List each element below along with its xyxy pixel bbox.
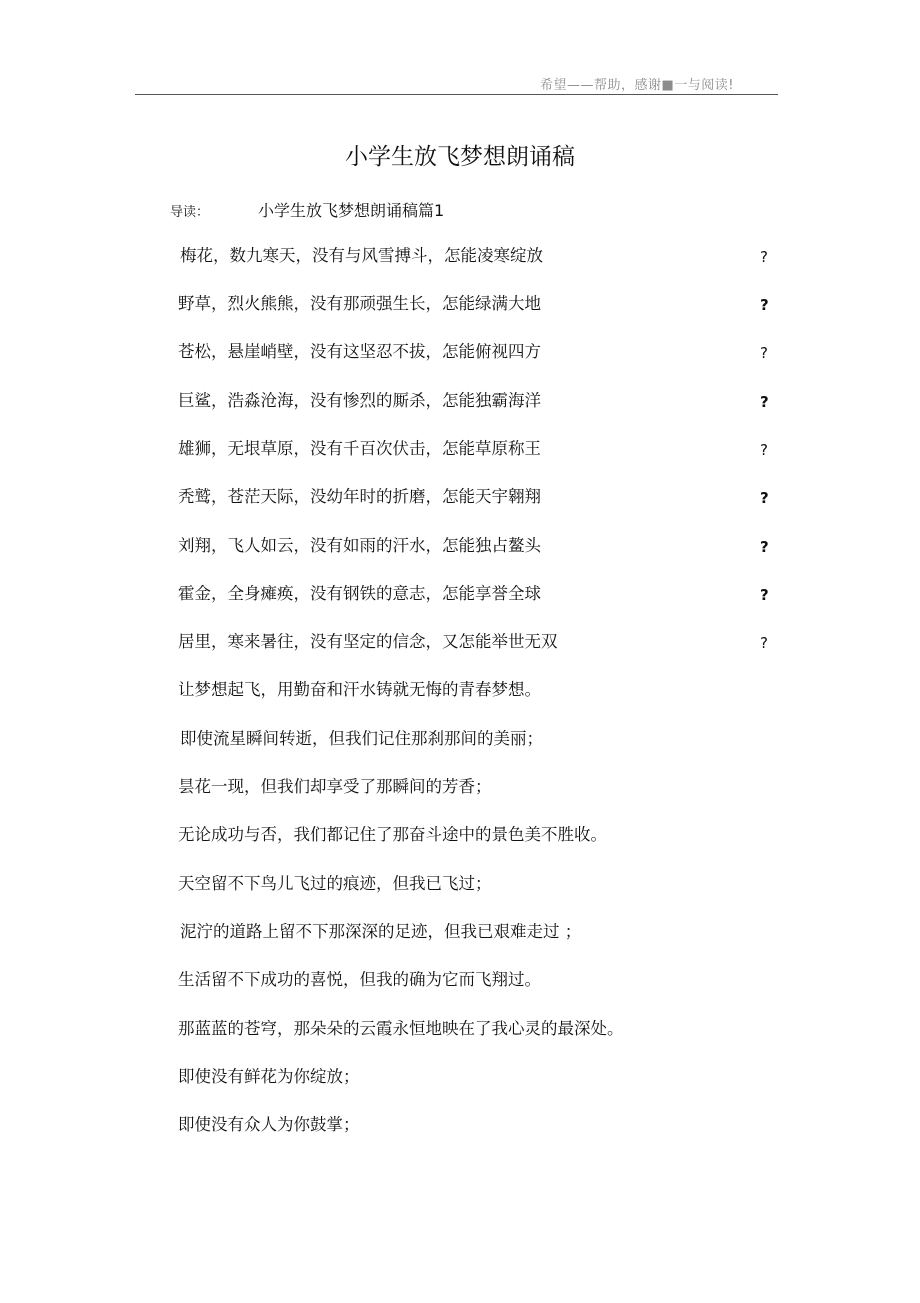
verse-question-mark: ?: [760, 634, 768, 652]
verse-line: 刘翔，飞人如云，没有如雨的汗水，怎能独占鳌头: [178, 536, 541, 555]
prose-line: 即使没有众人为你鼓掌；: [178, 1115, 360, 1134]
verse-question-mark: ?: [760, 248, 768, 266]
prose-line: 无论成功与否，我们都记住了那奋斗途中的景色美不胜收。: [178, 825, 607, 844]
verse-line: 居里，寒来暑往，没有坚定的信念，又怎能举世无双: [178, 632, 558, 651]
verse-line: 野草，烈火熊熊，没有那顽强生长，怎能绿满大地: [178, 294, 541, 313]
header-note: 希望——帮助，感谢■一与阅读!: [540, 78, 734, 93]
verse-question-mark: ?: [760, 489, 769, 507]
verse-question-mark: ?: [760, 586, 769, 604]
section-title: 小学生放飞梦想朗诵稿篇1: [258, 201, 445, 220]
prose-line: 泥泞的道路上留不下那深深的足迹，但我已艰难走过 ；: [180, 922, 582, 941]
verse-line: 苍松，悬崖峭壁，没有这坚忍不拔，怎能俯视四方: [178, 342, 541, 361]
verse-line: 巨鲨，浩淼沧海，没有惨烈的厮杀，怎能独霸海洋: [178, 391, 541, 410]
prose-line: 天空留不下鸟儿飞过的痕迹，但我已飞过；: [178, 874, 492, 893]
verse-line: 梅花，数九寒天，没有与风雪搏斗，怎能凌寒绽放: [180, 246, 543, 265]
verse-question-mark: ?: [760, 441, 768, 459]
verse-question-mark: ?: [760, 344, 768, 362]
prose-line: 即使没有鲜花为你绽放；: [178, 1067, 360, 1086]
header-rule: [135, 94, 778, 95]
verse-line: 秃鹫，苍茫天际，没幼年时的折磨，怎能天宇翱翔: [178, 487, 541, 506]
verse-line: 霍金，全身瘫痪，没有钢铁的意志，怎能享誉全球: [178, 584, 541, 603]
prose-line: 生活留不下成功的喜悦，但我的确为它而飞翔过。: [178, 970, 541, 989]
prose-line: 让梦想起飞，用勤奋和汗水铸就无悔的青春梦想。: [178, 680, 541, 699]
verse-question-mark: ?: [760, 538, 769, 556]
lead-label: 导读：: [170, 205, 210, 220]
prose-line: 昙花一现，但我们却享受了那瞬间的芳香；: [178, 777, 492, 796]
document-title: 小学生放飞梦想朗诵稿: [345, 144, 575, 171]
verse-question-mark: ?: [760, 393, 769, 411]
verse-line: 雄狮，无垠草原，没有千百次伏击，怎能草原称王: [178, 439, 541, 458]
prose-line: 那蓝蓝的苍穹，那朵朵的云霞永恒地映在了我心灵的最深处。: [178, 1019, 624, 1038]
prose-line: 即使流星瞬间转逝，但我们记住那刹那间的美丽；: [180, 729, 543, 748]
verse-question-mark: ?: [760, 296, 769, 314]
